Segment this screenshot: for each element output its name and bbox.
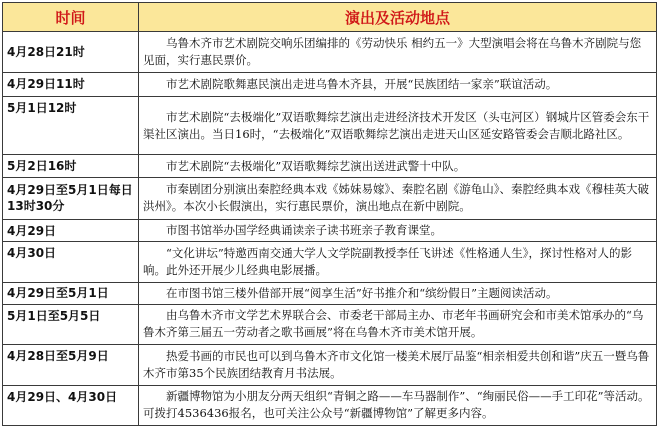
event-description: 市艺术剧院歌舞惠民演出走进乌鲁木齐县，开展“民族团结一家亲”联谊活动。 bbox=[139, 72, 657, 96]
header-row bbox=[3, 3, 657, 32]
event-description: 市秦剧团分别演出秦腔经典本戏《姊妹易嫁》、秦腔名剧《游龟山》、秦腔经典本戏《穆桂英大破洪州》。本次小长假演出，实行惠民票价，演出地点在新中剧院。 bbox=[139, 177, 657, 219]
table-row bbox=[3, 96, 657, 155]
event-description: 乌鲁木齐市艺术剧院交响乐团编排的《劳动快乐 相约五一》大型演唱会将在乌鲁木齐剧院与您见面，实行惠民票价。 bbox=[139, 32, 657, 72]
venue-header: 演出及活动地点 bbox=[139, 3, 657, 32]
event-time: 4月30日 bbox=[3, 242, 139, 282]
event-time: 5月2日16时 bbox=[3, 155, 139, 177]
event-description: 新疆博物馆为小朋友分两天组织“青铜之路——车马器制作”、“绚丽民俗——手工印花”等活动。可拨打4536436报名，也可关注公众号“新疆博物馆”了解更多内容。 bbox=[139, 385, 657, 425]
table-row bbox=[3, 345, 657, 385]
event-description: 市艺术剧院“去极端化”双语歌舞综艺演出送进武警十中队。 bbox=[139, 155, 657, 177]
table-row bbox=[3, 242, 657, 282]
table-row bbox=[3, 304, 657, 344]
table-row bbox=[3, 385, 657, 425]
event-time: 4月29日至5月1日每日13时30分 bbox=[3, 177, 139, 219]
event-time: 4月29日 bbox=[3, 220, 139, 242]
event-description: 市艺术剧院“去极端化”双语歌舞综艺演出走进经济技术开发区（头屯河区）钢城片区管委会东干渠社区演出。当日16时，“去极端化”双语歌舞综艺演出走进天山区延安路管委会吉顺北路社区。 bbox=[139, 96, 657, 155]
events-table bbox=[2, 2, 657, 426]
table-row bbox=[3, 177, 657, 219]
time-header: 时间 bbox=[3, 3, 139, 32]
table-row bbox=[3, 220, 657, 242]
event-description: 热爱书画的市民也可以到乌鲁木齐市文化馆一楼美术展厅品鉴“相亲相爱共创和谐”庆五一暨乌鲁木齐市第35个民族团结教育月书法展。 bbox=[139, 345, 657, 385]
event-description: “文化讲坛”特邀西南交通大学人文学院副教授李任飞讲述《性格通人生》，探讨性格对人的影响。此外还开展少儿经典电影展播。 bbox=[139, 242, 657, 282]
table-row bbox=[3, 32, 657, 72]
event-description: 市图书馆举办国学经典诵读亲子读书班亲子教育课堂。 bbox=[139, 220, 657, 242]
event-time: 5月1日12时 bbox=[3, 96, 139, 155]
table-row bbox=[3, 155, 657, 177]
event-time: 4月29日至5月1日 bbox=[3, 282, 139, 304]
event-time: 4月28日21时 bbox=[3, 32, 139, 72]
event-description: 在市图书馆三楼外借部开展“阅享生活”好书推介和“缤纷假日”主题阅读活动。 bbox=[139, 282, 657, 304]
event-time: 4月29日、4月30日 bbox=[3, 385, 139, 425]
event-time: 4月28日至5月9日 bbox=[3, 345, 139, 385]
event-time: 5月1日至5月5日 bbox=[3, 304, 139, 344]
event-description: 由乌鲁木齐市文学艺术界联合会、市委老干部局主办、市老年书画研究会和市美术馆承办的“乌鲁木齐第三届五一劳动者之歌书画展”将在乌鲁木齐市美术馆开展。 bbox=[139, 304, 657, 344]
event-time: 4月29日11时 bbox=[3, 72, 139, 96]
table-row bbox=[3, 282, 657, 304]
table-row bbox=[3, 72, 657, 96]
